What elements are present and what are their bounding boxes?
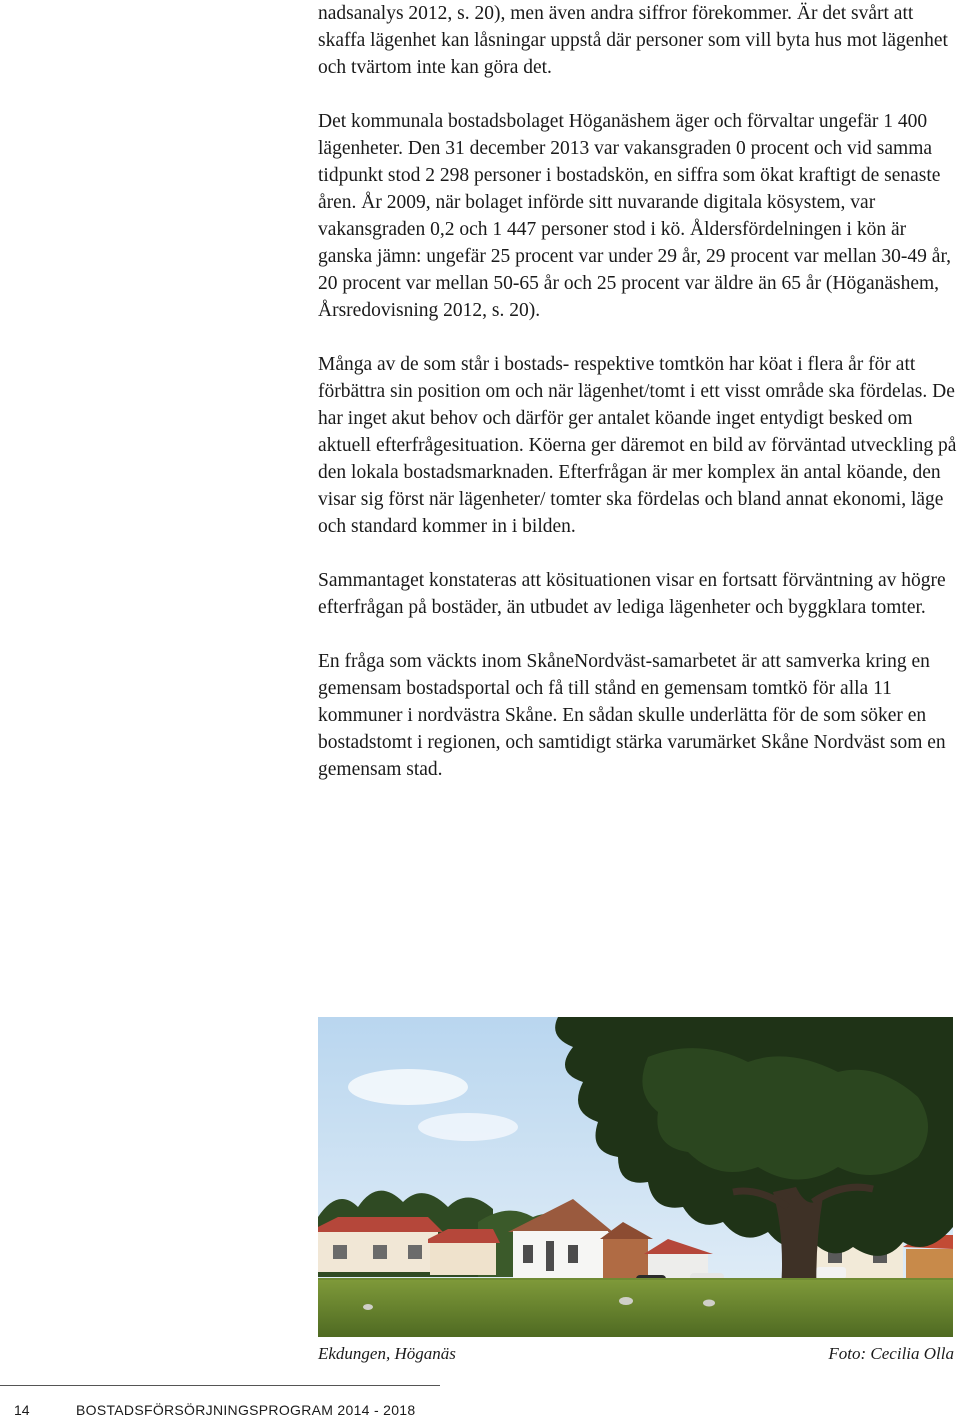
paragraph-2: Det kommunala bostadsbolaget Höganäshem äger och förvaltar ungefär 1 400 lägenheter. Den 31 december 2013 var vakansgraden 0 procent och vid samma tidpunkt stod 2 298 personer i bostadskön, en siffra som ökat kraftigt de senaste åren. År 2009, när bolaget införde sitt nuvarande digitala kösystem, var vakansgraden 0,2 och 1 447 personer stod i kö. Åldersfördelningen i kön är ganska jämn: ungefär 25 procent var under 29 år, 29 procent var mellan 30-49 år, 20 procent var mellan 50-65 år och 25 procent var äldre än 65 år (Höganäshem, Årsredovisning 2012, s. 20). [318,111,952,321]
footer-document-title: BOSTADSFÖRSÖRJNINGSPROGRAM 2014 - 2018 [76,1402,416,1418]
paragraph-4: Sammantaget konstateras att kösituationen visar en fortsatt förväntning av högre efterfrågan på bostäder, än utbudet av lediga lägenheter och byggklara tomter. [318,570,946,618]
photo-caption: Ekdungen, Höganäs [318,1344,456,1363]
photo-credit: Foto: Cecilia Olla [828,1344,954,1363]
page-number: 14 [14,1402,30,1418]
paragraph-3: Många av de som står i bostads- respektive tomtkön har köat i flera år för att förbättra sin position om och när lägenhet/tomt i ett visst område ska fördelas. De har inget akut behov och därför ger antalet köande inget entydigt besked om aktuell efterfrågesituation. Köerna ger däremot en bild av förväntad utveckling på den lokala bostadsmarknaden. Efterfrågan är mer komplex än antal köande, den visar sig först när lägenheter/ tomter ska fördelas och bland annat ekonomi, läge och standard kommer in i bilden. [318,354,957,537]
footer-divider [0,1385,440,1386]
body-text [318,0,958,810]
paragraph-5: En fråga som väckts inom SkåneNordväst-samarbetet är att samverka kring en gemensam bostadsportal och få till stånd en gemensam tomtkö för alla 11 kommuner i nordvästra Skåne. En sådan skulle underlätta för de som söker en bostadstomt i regionen, och samtidigt stärka varumärket Skåne Nordväst som en gemensam stad. [318,651,946,780]
house-photo [318,1017,953,1337]
paragraph-1: nadsanalys 2012, s. 20), men även andra siffror förekommer. Är det svårt att skaffa lägenhet kan låsningar uppstå där personer som vill byta hus mot lägenhet och tvärtom inte kan göra det. [318,3,948,78]
